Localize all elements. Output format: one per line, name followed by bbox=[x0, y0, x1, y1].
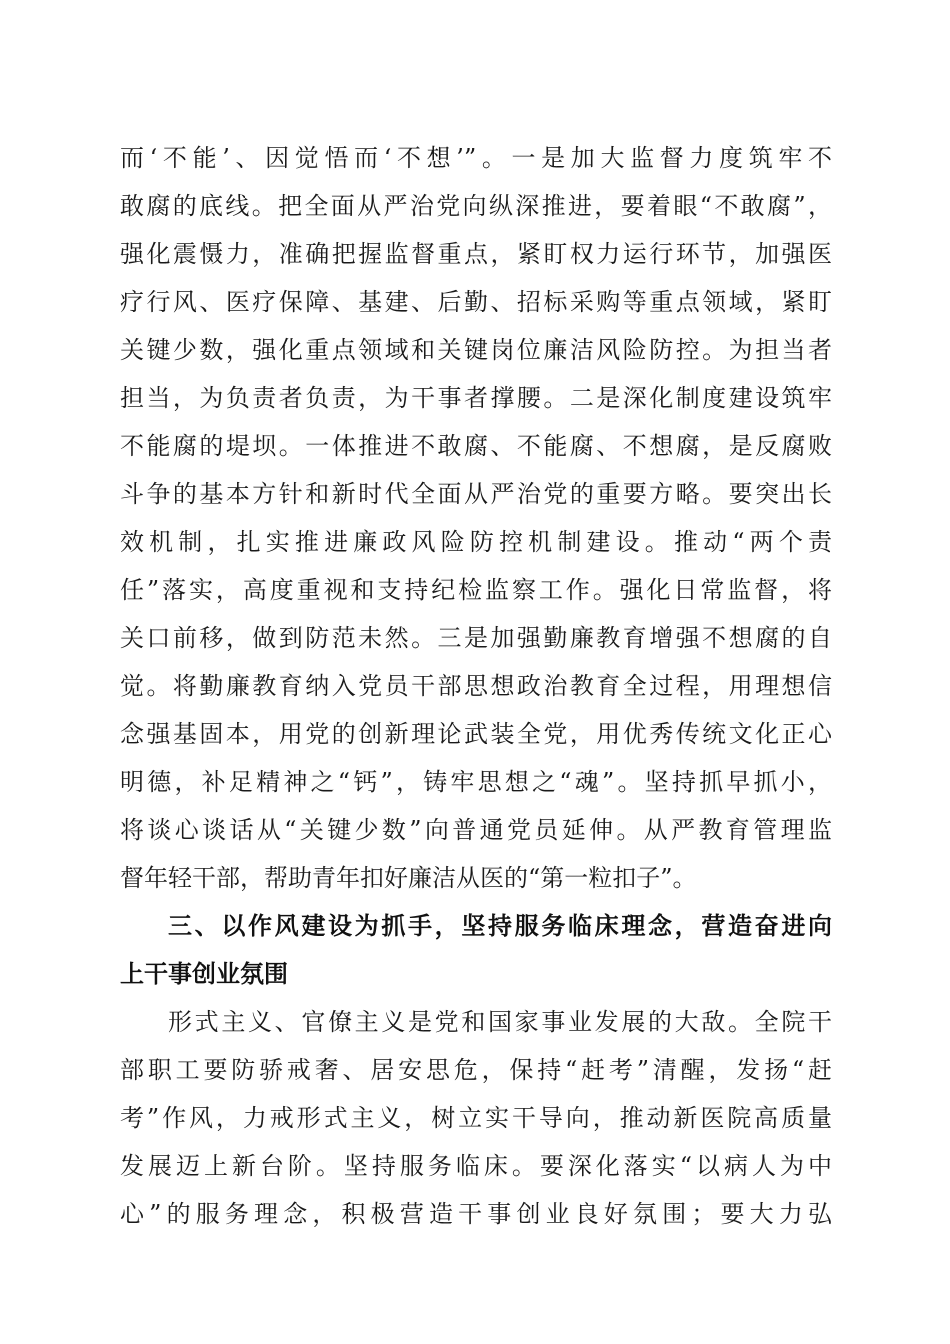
paragraph-1-line-1: 而‘不能’、因觉悟而‘不想’”。一是加大监督力度筑牢不 bbox=[120, 144, 832, 172]
paragraph-1-line-13: 念强基固本，用党的创新理论武装全党，用优秀传统文化正心 bbox=[120, 720, 832, 748]
paragraph-1-line-16: 督年轻干部，帮助青年扣好廉洁从医的“第一粒扣子”。 bbox=[120, 864, 697, 892]
paragraph-1-line-4: 疗行风、医疗保障、基建、后勤、招标采购等重点领域，紧盯 bbox=[120, 288, 832, 316]
paragraph-1-line-2: 敢腐的底线。把全面从严治党向纵深推进，要着眼“不敢腐”， bbox=[120, 192, 832, 220]
paragraph-1-line-7: 不能腐的堤坝。一体推进不敢腐、不能腐、不想腐，是反腐败 bbox=[120, 432, 832, 460]
paragraph-1-line-14: 明德，补足精神之“钙”，铸牢思想之“魂”。坚持抓早抓小， bbox=[120, 768, 832, 796]
paragraph-1-line-3: 强化震慑力，准确把握监督重点，紧盯权力运行环节，加强医 bbox=[120, 240, 832, 268]
paragraph-2-line-2: 部职工要防骄戒奢、居安思危，保持“赶考”清醒，发扬“赶 bbox=[120, 1056, 832, 1084]
paragraph-1-line-6: 担当，为负责者负责，为干事者撑腰。二是深化制度建设筑牢 bbox=[120, 384, 832, 412]
paragraph-2-line-1: 形式主义、官僚主义是党和国家事业发展的大敌。全院干 bbox=[168, 1008, 832, 1036]
paragraph-1-line-15: 将谈心谈话从“关键少数”向普通党员延伸。从严教育管理监 bbox=[120, 816, 832, 844]
paragraph-1-line-10: 任”落实，高度重视和支持纪检监察工作。强化日常监督，将 bbox=[120, 576, 832, 604]
paragraph-2-line-5: 心”的服务理念，积极营造干事创业良好氛围；要大力弘 bbox=[120, 1200, 832, 1228]
paragraph-1-line-11: 关口前移，做到防范未然。三是加强勤廉教育增强不想腐的自 bbox=[120, 624, 832, 652]
paragraph-1-line-12: 觉。将勤廉教育纳入党员干部思想政治教育全过程，用理想信 bbox=[120, 672, 832, 700]
paragraph-1-line-8: 斗争的基本方针和新时代全面从严治党的重要方略。要突出长 bbox=[120, 480, 832, 508]
paragraph-1-line-9: 效机制，扎实推进廉政风险防控机制建设。推动“两个责 bbox=[120, 528, 832, 556]
paragraph-2-line-3: 考”作风，力戒形式主义，树立实干导向，推动新医院高质量 bbox=[120, 1104, 832, 1132]
paragraph-1-line-5: 关键少数，强化重点领域和关键岗位廉洁风险防控。为担当者 bbox=[120, 336, 832, 364]
section-heading-line-2: 上干事创业氛围 bbox=[120, 960, 288, 988]
paragraph-2-line-4: 发展迈上新台阶。坚持服务临床。要深化落实“以病人为中 bbox=[120, 1152, 832, 1180]
section-heading-line-1: 三、以作风建设为抓手，坚持服务临床理念，营造奋进向 bbox=[168, 912, 832, 940]
